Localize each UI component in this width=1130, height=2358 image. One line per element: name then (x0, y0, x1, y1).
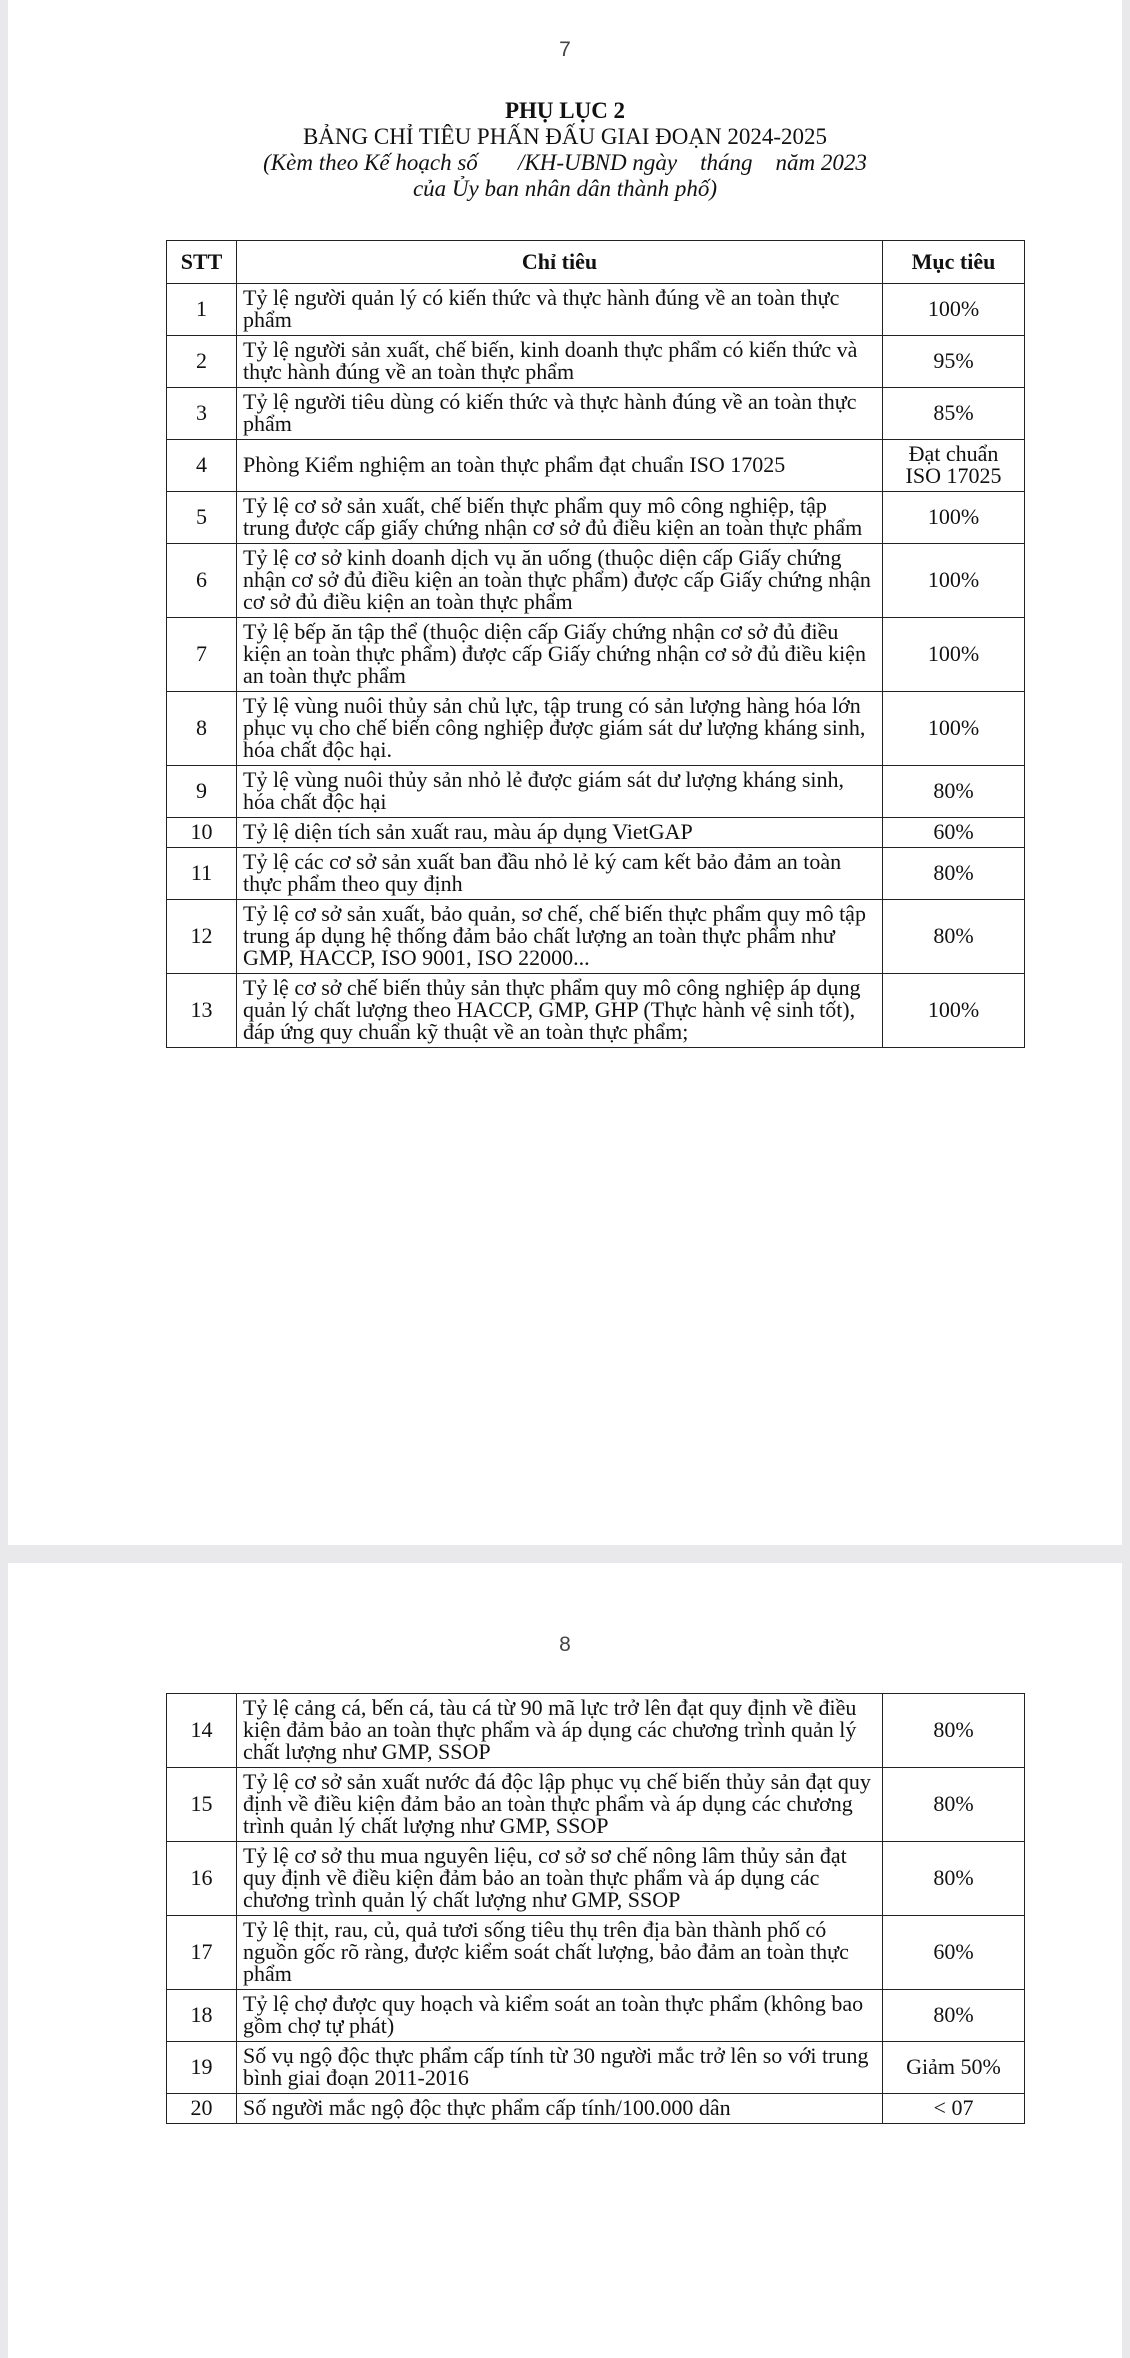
row-number: 3 (167, 388, 237, 440)
row-number: 16 (167, 1842, 237, 1916)
table-row (167, 1916, 1025, 1990)
table-row (167, 440, 1025, 492)
target-value: < 07 (883, 2094, 1025, 2124)
table-row (167, 618, 1025, 692)
indicators-table (166, 240, 1025, 1048)
table-row (167, 1768, 1025, 1842)
indicator-text: Tỷ lệ cơ sở kinh doanh dịch vụ ăn uống (thuộc diện cấp Giấy chứng nhận cơ sở đủ điều kiện an toàn thực phẩm) được cấp Giấy chứng nhận cơ sở đủ điều kiện an toàn thực phẩm (237, 544, 883, 618)
row-number: 20 (167, 2094, 237, 2124)
indicators-table-continued (166, 1693, 1025, 2124)
target-value: 100% (883, 692, 1025, 766)
table-row (167, 692, 1025, 766)
table-row (167, 1694, 1025, 1768)
row-number: 10 (167, 818, 237, 848)
indicator-text: Tỷ lệ các cơ sở sản xuất ban đầu nhỏ lẻ ký cam kết bảo đảm an toàn thực phẩm theo quy định (237, 848, 883, 900)
row-number: 18 (167, 1990, 237, 2042)
target-value: 100% (883, 974, 1025, 1048)
col-header-indicator: Chỉ tiêu (237, 241, 883, 284)
row-number: 17 (167, 1916, 237, 1990)
target-value: 85% (883, 388, 1025, 440)
indicator-text: Tỷ lệ cơ sở sản xuất, chế biến thực phẩm quy mô công nghiệp, tập trung được cấp giấy chứng nhận cơ sở đủ điều kiện an toàn thực phẩm (237, 492, 883, 544)
table-row (167, 2042, 1025, 2094)
document-header (8, 98, 1122, 202)
document-page-8 (8, 1563, 1122, 2358)
indicator-text: Tỷ lệ diện tích sản xuất rau, màu áp dụng VietGAP (237, 818, 883, 848)
row-number: 19 (167, 2042, 237, 2094)
indicator-text: Phòng Kiểm nghiệm an toàn thực phẩm đạt chuẩn ISO 17025 (237, 440, 883, 492)
table-row (167, 766, 1025, 818)
table-row (167, 848, 1025, 900)
col-header-stt: STT (167, 241, 237, 284)
target-value: 80% (883, 1768, 1025, 1842)
target-value: 80% (883, 848, 1025, 900)
indicator-text: Tỷ lệ cơ sở sản xuất nước đá độc lập phục vụ chế biến thủy sản đạt quy định về điều kiện đảm bảo an toàn thực phẩm và áp dụng các chương trình quản lý chất lượng như GMP, SSOP (237, 1768, 883, 1842)
indicator-text: Tỷ lệ cơ sở thu mua nguyên liệu, cơ sở sơ chế nông lâm thủy sản đạt quy định về điều kiện đảm bảo an toàn thực phẩm và áp dụng các chương trình quản lý chất lượng như GMP, SSOP (237, 1842, 883, 1916)
indicator-text: Tỷ lệ chợ được quy hoạch và kiểm soát an toàn thực phẩm (không bao gồm chợ tự phát) (237, 1990, 883, 2042)
table-row (167, 336, 1025, 388)
indicator-text: Tỷ lệ cơ sở sản xuất, bảo quản, sơ chế, chế biến thực phẩm quy mô tập trung áp dụng hệ thống đảm bảo chất lượng an toàn thực phẩm như GMP, HACCP, ISO 9001, ISO 22000... (237, 900, 883, 974)
target-value: 80% (883, 766, 1025, 818)
indicator-text: Tỷ lệ thịt, rau, củ, quả tươi sống tiêu thụ trên địa bàn thành phố có nguồn gốc rõ ràng, được kiểm soát chất lượng, bảo đảm an toàn thực phẩm (237, 1916, 883, 1990)
target-value: Giảm 50% (883, 2042, 1025, 2094)
table-row (167, 284, 1025, 336)
indicator-text: Số vụ ngộ độc thực phẩm cấp tính từ 30 người mắc trở lên so với trung bình giai đoạn 2011-2016 (237, 2042, 883, 2094)
indicator-text: Tỷ lệ vùng nuôi thủy sản nhỏ lẻ được giám sát dư lượng kháng sinh, hóa chất độc hại (237, 766, 883, 818)
target-value: 60% (883, 818, 1025, 848)
target-value: 100% (883, 284, 1025, 336)
table-row (167, 974, 1025, 1048)
table-row (167, 900, 1025, 974)
row-number: 6 (167, 544, 237, 618)
row-number: 1 (167, 284, 237, 336)
table-header-row (167, 241, 1025, 284)
row-number: 13 (167, 974, 237, 1048)
table-row (167, 2094, 1025, 2124)
table-row (167, 544, 1025, 618)
document-page-7 (8, 0, 1122, 1545)
table-row (167, 818, 1025, 848)
indicator-text: Tỷ lệ vùng nuôi thủy sản chủ lực, tập trung có sản lượng hàng hóa lớn phục vụ cho chế biến công nghiệp được giám sát dư lượng kháng sinh, hóa chất độc hại. (237, 692, 883, 766)
issuer-line: của Ủy ban nhân dân thành phố) (412, 176, 718, 201)
target-value: 80% (883, 900, 1025, 974)
indicator-text: Tỷ lệ người sản xuất, chế biến, kinh doanh thực phẩm có kiến thức và thực hành đúng về an toàn thực phẩm (237, 336, 883, 388)
row-number: 2 (167, 336, 237, 388)
plan-reference: (Kèm theo Kế hoạch số /KH-UBND ngày tháng năm 2023 (263, 150, 867, 175)
target-value: 100% (883, 544, 1025, 618)
target-value: 80% (883, 1694, 1025, 1768)
page-number: 7 (559, 38, 571, 61)
page-number: 8 (559, 1633, 571, 1656)
row-number: 11 (167, 848, 237, 900)
row-number: 12 (167, 900, 237, 974)
appendix-title: PHỤ LỤC 2 (504, 98, 626, 123)
target-value: Đạt chuẩn ISO 17025 (883, 440, 1025, 492)
indicator-text: Tỷ lệ người quản lý có kiến thức và thực hành đúng về an toàn thực phẩm (237, 284, 883, 336)
table-subtitle: BẢNG CHỈ TIÊU PHẤN ĐẤU GIAI ĐOẠN 2024-2025 (302, 124, 828, 149)
target-value: 60% (883, 1916, 1025, 1990)
target-value: 80% (883, 1990, 1025, 2042)
indicator-text: Tỷ lệ người tiêu dùng có kiến thức và thực hành đúng về an toàn thực phẩm (237, 388, 883, 440)
table-row (167, 492, 1025, 544)
row-number: 4 (167, 440, 237, 492)
row-number: 15 (167, 1768, 237, 1842)
table-row (167, 1990, 1025, 2042)
row-number: 5 (167, 492, 237, 544)
col-header-target: Mục tiêu (883, 241, 1025, 284)
indicator-text: Tỷ lệ cảng cá, bến cá, tàu cá từ 90 mã lực trở lên đạt quy định về điều kiện đảm bảo an toàn thực phẩm và áp dụng các chương trình quản lý chất lượng như GMP, SSOP (237, 1694, 883, 1768)
table-row (167, 1842, 1025, 1916)
row-number: 8 (167, 692, 237, 766)
indicator-text: Tỷ lệ bếp ăn tập thể (thuộc diện cấp Giấy chứng nhận cơ sở đủ điều kiện an toàn thực phẩm) được cấp Giấy chứng nhận cơ sở đủ điều kiện an toàn thực phẩm (237, 618, 883, 692)
indicator-text: Số người mắc ngộ độc thực phẩm cấp tính/100.000 dân (237, 2094, 883, 2124)
row-number: 9 (167, 766, 237, 818)
row-number: 7 (167, 618, 237, 692)
row-number: 14 (167, 1694, 237, 1768)
target-value: 100% (883, 618, 1025, 692)
target-value: 100% (883, 492, 1025, 544)
indicator-text: Tỷ lệ cơ sở chế biến thủy sản thực phẩm quy mô công nghiệp áp dụng quản lý chất lượng theo HACCP, GMP, GHP (Thực hành vệ sinh tốt), đáp ứng quy chuẩn kỹ thuật về an toàn thực phẩm; (237, 974, 883, 1048)
target-value: 95% (883, 336, 1025, 388)
target-value: 80% (883, 1842, 1025, 1916)
table-row (167, 388, 1025, 440)
